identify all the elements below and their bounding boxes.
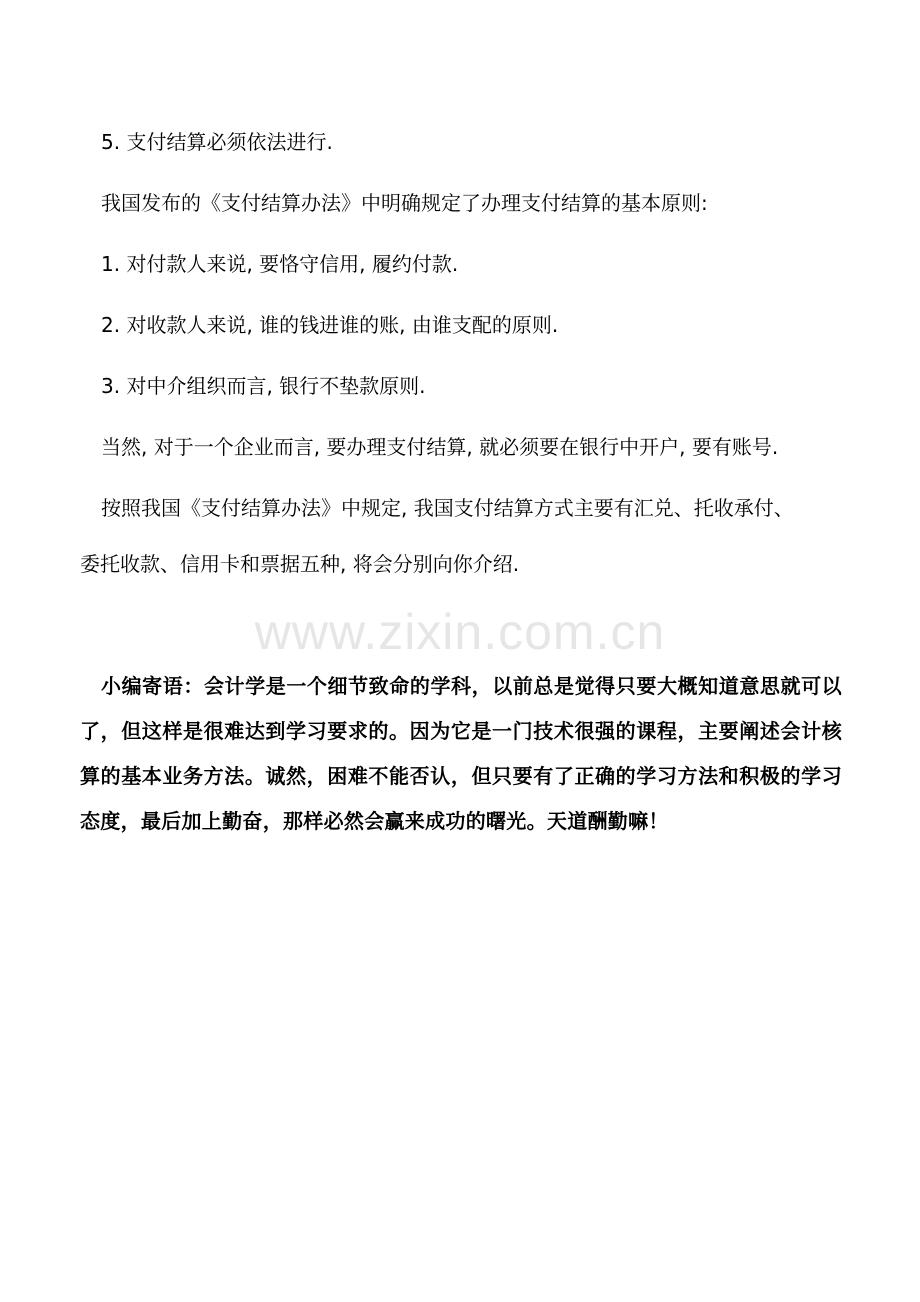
paragraph-line: 我国发布的《支付结算办法》中明确规定了办理支付结算的基本原则: [101,191,708,215]
paragraph-line: 按照我国《支付结算办法》中规定, 我国支付结算方式主要有汇兑、托收承付、 [101,496,794,520]
watermark: www.zixin.com.cn [254,604,666,660]
paragraph-line: 5. 支付结算必须依法进行. [101,130,333,154]
paragraph-line: 3. 对中介组织而言, 银行不垫款原则. [101,374,426,398]
editor-note: 小编寄语：会计学是一个细节致命的学科，以前总是觉得只要大概知道意思就可以了，但这样是很难达到学习要求的。因为它是一门技术很强的课程，主要阐述会计核算的基本业务方法。诚然，困难不能否认，但只要有了正确的学习方法和积极的学习态度，最后加上勤奋，那样必然会赢来成功的曙光。天道酬勤嘛！ [80,674,842,833]
paragraph-line: 委托收款、信用卡和票据五种, 将会分别向你介绍. [80,552,520,576]
paragraph-line: 当然, 对于一个企业而言, 要办理支付结算, 就必须要在银行中开户, 要有账号. [101,435,779,459]
paragraph-line: 1. 对付款人来说, 要恪守信用, 履约付款. [101,252,459,276]
paragraph-line: 2. 对收款人来说, 谁的钱进谁的账, 由谁支配的原则. [101,313,559,337]
